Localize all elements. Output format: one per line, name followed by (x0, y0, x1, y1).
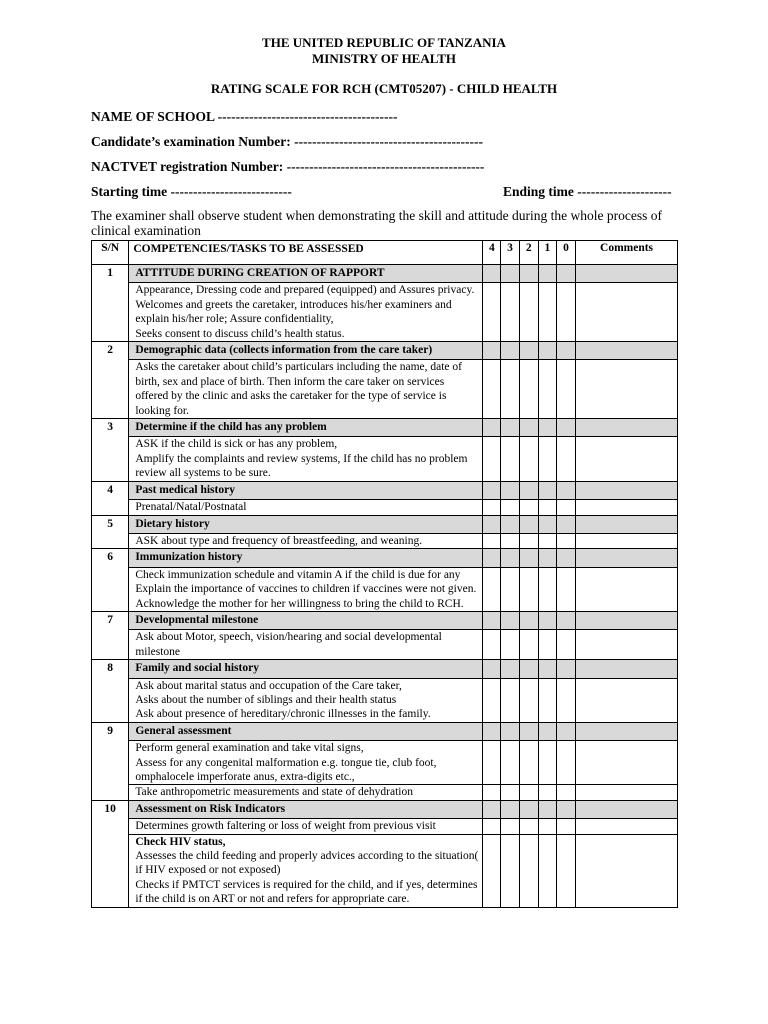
section-title: General assessment (129, 722, 483, 740)
school-name-field: NAME OF SCHOOL ---------------------------------------- (91, 109, 398, 124)
score-3-cell[interactable] (501, 660, 519, 678)
score-3-cell[interactable] (501, 741, 519, 785)
comments-cell[interactable] (576, 437, 678, 481)
task-row (92, 678, 678, 722)
score-2-cell[interactable] (519, 800, 538, 818)
score-4-cell[interactable] (483, 265, 501, 283)
score-3-cell[interactable] (501, 342, 519, 360)
score-1-cell[interactable] (538, 741, 556, 785)
score-0-cell[interactable] (556, 785, 575, 800)
document-title: RATING SCALE FOR RCH (CMT05207) - CHILD HEALTH (210, 81, 558, 96)
score-1-cell[interactable] (538, 360, 556, 419)
rating-table (91, 240, 678, 908)
score-2-cell[interactable] (519, 515, 538, 533)
score-4-cell[interactable] (483, 630, 501, 660)
task-row (92, 283, 678, 342)
score-3-cell[interactable] (501, 630, 519, 660)
score-0-cell[interactable] (556, 283, 575, 342)
nactvet-number-field: NACTVET registration Number: -------------------------------------------- (91, 159, 485, 174)
section-number: 3 (92, 419, 129, 482)
subtask-heading: Check HIV status, (135, 835, 226, 848)
section-number: 6 (92, 549, 129, 612)
score-4-cell[interactable] (483, 722, 501, 740)
score-3-cell[interactable] (501, 265, 519, 283)
score-4-cell[interactable] (483, 500, 501, 515)
comments-cell[interactable] (576, 342, 678, 360)
score-0-cell[interactable] (556, 567, 575, 611)
score-0-cell[interactable] (556, 549, 575, 567)
score-0-cell[interactable] (556, 800, 575, 818)
task-description: Take anthropometric measurements and state of dehydration (129, 785, 483, 800)
score-2-cell[interactable] (519, 567, 538, 611)
comments-cell[interactable] (576, 549, 678, 567)
comments-cell[interactable] (576, 785, 678, 800)
score-0-cell[interactable] (556, 265, 575, 283)
task-description: Prenatal/Natal/Postnatal (129, 500, 483, 515)
comments-cell[interactable] (576, 567, 678, 611)
score-2-cell[interactable] (519, 283, 538, 342)
task-row (92, 533, 678, 548)
score-2-cell[interactable] (519, 819, 538, 834)
score-4-cell[interactable] (483, 611, 501, 629)
score-1-cell[interactable] (538, 567, 556, 611)
comments-cell[interactable] (576, 419, 678, 437)
score-4-cell[interactable] (483, 741, 501, 785)
comments-cell[interactable] (576, 800, 678, 818)
score-2-header: 2 (519, 241, 538, 265)
task-row (92, 567, 678, 611)
task-description: ASK if the child is sick or has any problem, Amplify the complaints and review systems, If the child has no problem review all systems to be sure. (129, 437, 483, 481)
section-title: Assessment on Risk Indicators (129, 800, 483, 818)
comments-cell[interactable] (576, 500, 678, 515)
task-description: Determines growth faltering or loss of weight from previous visit (129, 819, 483, 834)
task-description: ASK about type and frequency of breastfeeding, and weaning. (129, 533, 483, 548)
score-3-cell[interactable] (501, 834, 519, 907)
section-row (92, 265, 678, 283)
score-1-cell[interactable] (538, 611, 556, 629)
section-row (92, 722, 678, 740)
score-0-cell[interactable] (556, 630, 575, 660)
score-1-cell[interactable] (538, 481, 556, 499)
comments-cell[interactable] (576, 819, 678, 834)
section-number: 2 (92, 342, 129, 419)
score-0-cell[interactable] (556, 342, 575, 360)
section-number: 1 (92, 265, 129, 342)
examiner-instructions: The examiner shall observe student when demonstrating the skill and attitude during the whole process of clinical examination (91, 208, 662, 238)
task-description: Ask about Motor, speech, vision/hearing and social developmental milestone (129, 630, 483, 660)
section-row (92, 419, 678, 437)
task-row (92, 819, 678, 834)
candidate-number-field: Candidate’s examination Number: ------------------------------------------ (91, 134, 483, 149)
section-title: Family and social history (129, 660, 483, 678)
score-2-cell[interactable] (519, 660, 538, 678)
score-0-cell[interactable] (556, 360, 575, 419)
score-2-cell[interactable] (519, 785, 538, 800)
section-row (92, 342, 678, 360)
section-number: 9 (92, 722, 129, 800)
score-0-cell[interactable] (556, 419, 575, 437)
score-0-cell[interactable] (556, 611, 575, 629)
subtask-description: Assesses the child feeding and properly advices according to the situation( if HIV exposed or not exposed) Checks if PMTCT services is required for the child, and if yes, determines if the child is on ART or not and refers for appropriate care. (135, 850, 479, 906)
comments-cell[interactable] (576, 834, 678, 907)
score-3-cell[interactable] (501, 611, 519, 629)
section-row (92, 800, 678, 818)
comments-cell[interactable] (576, 533, 678, 548)
section-title: Developmental milestone (129, 611, 483, 629)
score-3-cell[interactable] (501, 437, 519, 481)
section-title: Dietary history (129, 515, 483, 533)
task-description: Asks the caretaker about child’s particulars including the name, date of birth, sex and place of birth. Then inform the care taker on services offered by the clinic and asks the caretaker for the type of service is looking for. (129, 360, 483, 419)
comments-cell[interactable] (576, 515, 678, 533)
score-1-header: 1 (538, 241, 556, 265)
score-3-cell[interactable] (501, 800, 519, 818)
score-2-cell[interactable] (519, 360, 538, 419)
section-row (92, 549, 678, 567)
score-0-cell[interactable] (556, 834, 575, 907)
task-description: Ask about marital status and occupation of the Care taker, Asks about the number of siblings and their health status Ask about presence of hereditary/chronic illnesses in the family. (129, 678, 483, 722)
task-description (129, 834, 483, 907)
score-3-cell[interactable] (501, 360, 519, 419)
comments-cell[interactable] (576, 360, 678, 419)
comments-cell[interactable] (576, 741, 678, 785)
score-2-cell[interactable] (519, 500, 538, 515)
score-2-cell[interactable] (519, 722, 538, 740)
score-1-cell[interactable] (538, 533, 556, 548)
task-row (92, 785, 678, 800)
score-2-cell[interactable] (519, 741, 538, 785)
table-header-row (92, 241, 678, 265)
section-number: 5 (92, 515, 129, 549)
section-row (92, 481, 678, 499)
comments-header: Comments (576, 241, 678, 265)
score-3-cell[interactable] (501, 785, 519, 800)
score-1-cell[interactable] (538, 515, 556, 533)
score-1-cell[interactable] (538, 678, 556, 722)
score-3-cell[interactable] (501, 419, 519, 437)
section-title: Past medical history (129, 481, 483, 499)
comments-cell[interactable] (576, 283, 678, 342)
comments-cell[interactable] (576, 481, 678, 499)
score-3-cell[interactable] (501, 567, 519, 611)
comments-cell[interactable] (576, 660, 678, 678)
score-2-cell[interactable] (519, 630, 538, 660)
score-1-cell[interactable] (538, 800, 556, 818)
score-3-cell[interactable] (501, 819, 519, 834)
score-4-cell[interactable] (483, 533, 501, 548)
score-1-cell[interactable] (538, 342, 556, 360)
score-1-cell[interactable] (538, 834, 556, 907)
score-3-cell[interactable] (501, 533, 519, 548)
score-4-cell[interactable] (483, 785, 501, 800)
score-4-cell[interactable] (483, 342, 501, 360)
task-description: Appearance, Dressing code and prepared (equipped) and Assures privacy. Welcomes and greets the caretaker, introduces his/her examiners and explain his/her role; Assure confidentiality, Seeks consent to discuss child’s health status. (129, 283, 483, 342)
task-row (92, 360, 678, 419)
score-0-header: 0 (556, 241, 575, 265)
score-1-cell[interactable] (538, 283, 556, 342)
score-2-cell[interactable] (519, 611, 538, 629)
score-4-cell[interactable] (483, 567, 501, 611)
score-3-cell[interactable] (501, 549, 519, 567)
section-row (92, 515, 678, 533)
section-number: 8 (92, 660, 129, 723)
score-2-cell[interactable] (519, 265, 538, 283)
comments-cell[interactable] (576, 722, 678, 740)
score-1-cell[interactable] (538, 549, 556, 567)
score-4-cell[interactable] (483, 437, 501, 481)
section-number: 10 (92, 800, 129, 907)
task-description: Check immunization schedule and vitamin A if the child is due for any Explain the importance of vaccines to children if vaccines were not given. Acknowledge the mother for her willingness to bring the child to RCH. (129, 567, 483, 611)
score-0-cell[interactable] (556, 660, 575, 678)
score-2-cell[interactable] (519, 678, 538, 722)
score-0-cell[interactable] (556, 500, 575, 515)
score-1-cell[interactable] (538, 785, 556, 800)
score-1-cell[interactable] (538, 419, 556, 437)
score-2-cell[interactable] (519, 419, 538, 437)
score-2-cell[interactable] (519, 437, 538, 481)
score-0-cell[interactable] (556, 741, 575, 785)
score-3-cell[interactable] (501, 515, 519, 533)
score-1-cell[interactable] (538, 722, 556, 740)
score-1-cell[interactable] (538, 265, 556, 283)
score-1-cell[interactable] (538, 437, 556, 481)
score-4-cell[interactable] (483, 660, 501, 678)
task-row (92, 630, 678, 660)
score-3-header: 3 (501, 241, 519, 265)
task-row (92, 437, 678, 481)
comments-cell[interactable] (576, 630, 678, 660)
score-3-cell[interactable] (501, 500, 519, 515)
score-2-cell[interactable] (519, 533, 538, 548)
comments-cell[interactable] (576, 265, 678, 283)
section-title: ATTITUDE DURING CREATION OF RAPPORT (129, 265, 483, 283)
score-4-cell[interactable] (483, 481, 501, 499)
section-number: 7 (92, 611, 129, 659)
score-2-cell[interactable] (519, 834, 538, 907)
score-1-cell[interactable] (538, 819, 556, 834)
score-4-cell[interactable] (483, 515, 501, 533)
score-4-cell[interactable] (483, 819, 501, 834)
score-4-cell[interactable] (483, 360, 501, 419)
score-4-cell[interactable] (483, 678, 501, 722)
comments-cell[interactable] (576, 678, 678, 722)
section-row (92, 660, 678, 678)
score-0-cell[interactable] (556, 819, 575, 834)
ministry-heading: MINISTRY OF HEALTH (311, 51, 456, 66)
score-3-cell[interactable] (501, 283, 519, 342)
section-number: 4 (92, 481, 129, 515)
score-0-cell[interactable] (556, 481, 575, 499)
score-1-cell[interactable] (538, 630, 556, 660)
task-description: Perform general examination and take vital signs, Assess for any congenital malformation e.g. tongue tie, club foot, omphalocele imperforate anus, extra-digits etc., (129, 741, 483, 785)
score-4-cell[interactable] (483, 549, 501, 567)
country-heading: THE UNITED REPUBLIC OF TANZANIA (262, 35, 506, 50)
score-2-cell[interactable] (519, 342, 538, 360)
starting-time-field: Starting time --------------------------- (91, 184, 292, 199)
score-2-cell[interactable] (519, 549, 538, 567)
section-title: Demographic data (collects information from the care taker) (129, 342, 483, 360)
score-0-cell[interactable] (556, 722, 575, 740)
score-0-cell[interactable] (556, 533, 575, 548)
task-row (92, 741, 678, 785)
comments-cell[interactable] (576, 611, 678, 629)
sn-header: S/N (92, 241, 129, 265)
score-2-cell[interactable] (519, 481, 538, 499)
task-row (92, 500, 678, 515)
section-title: Determine if the child has any problem (129, 419, 483, 437)
score-0-cell[interactable] (556, 437, 575, 481)
task-header: COMPETENCIES/TASKS TO BE ASSESSED (129, 241, 483, 265)
score-4-cell[interactable] (483, 419, 501, 437)
score-4-cell[interactable] (483, 834, 501, 907)
score-3-cell[interactable] (501, 722, 519, 740)
score-4-cell[interactable] (483, 283, 501, 342)
section-title: Immunization history (129, 549, 483, 567)
section-row (92, 611, 678, 629)
score-1-cell[interactable] (538, 500, 556, 515)
score-1-cell[interactable] (538, 660, 556, 678)
score-3-cell[interactable] (501, 678, 519, 722)
score-0-cell[interactable] (556, 678, 575, 722)
score-3-cell[interactable] (501, 481, 519, 499)
score-0-cell[interactable] (556, 515, 575, 533)
score-4-cell[interactable] (483, 800, 501, 818)
score-4-header: 4 (483, 241, 501, 265)
task-row (92, 834, 678, 907)
ending-time-field: Ending time --------------------- (503, 184, 672, 199)
